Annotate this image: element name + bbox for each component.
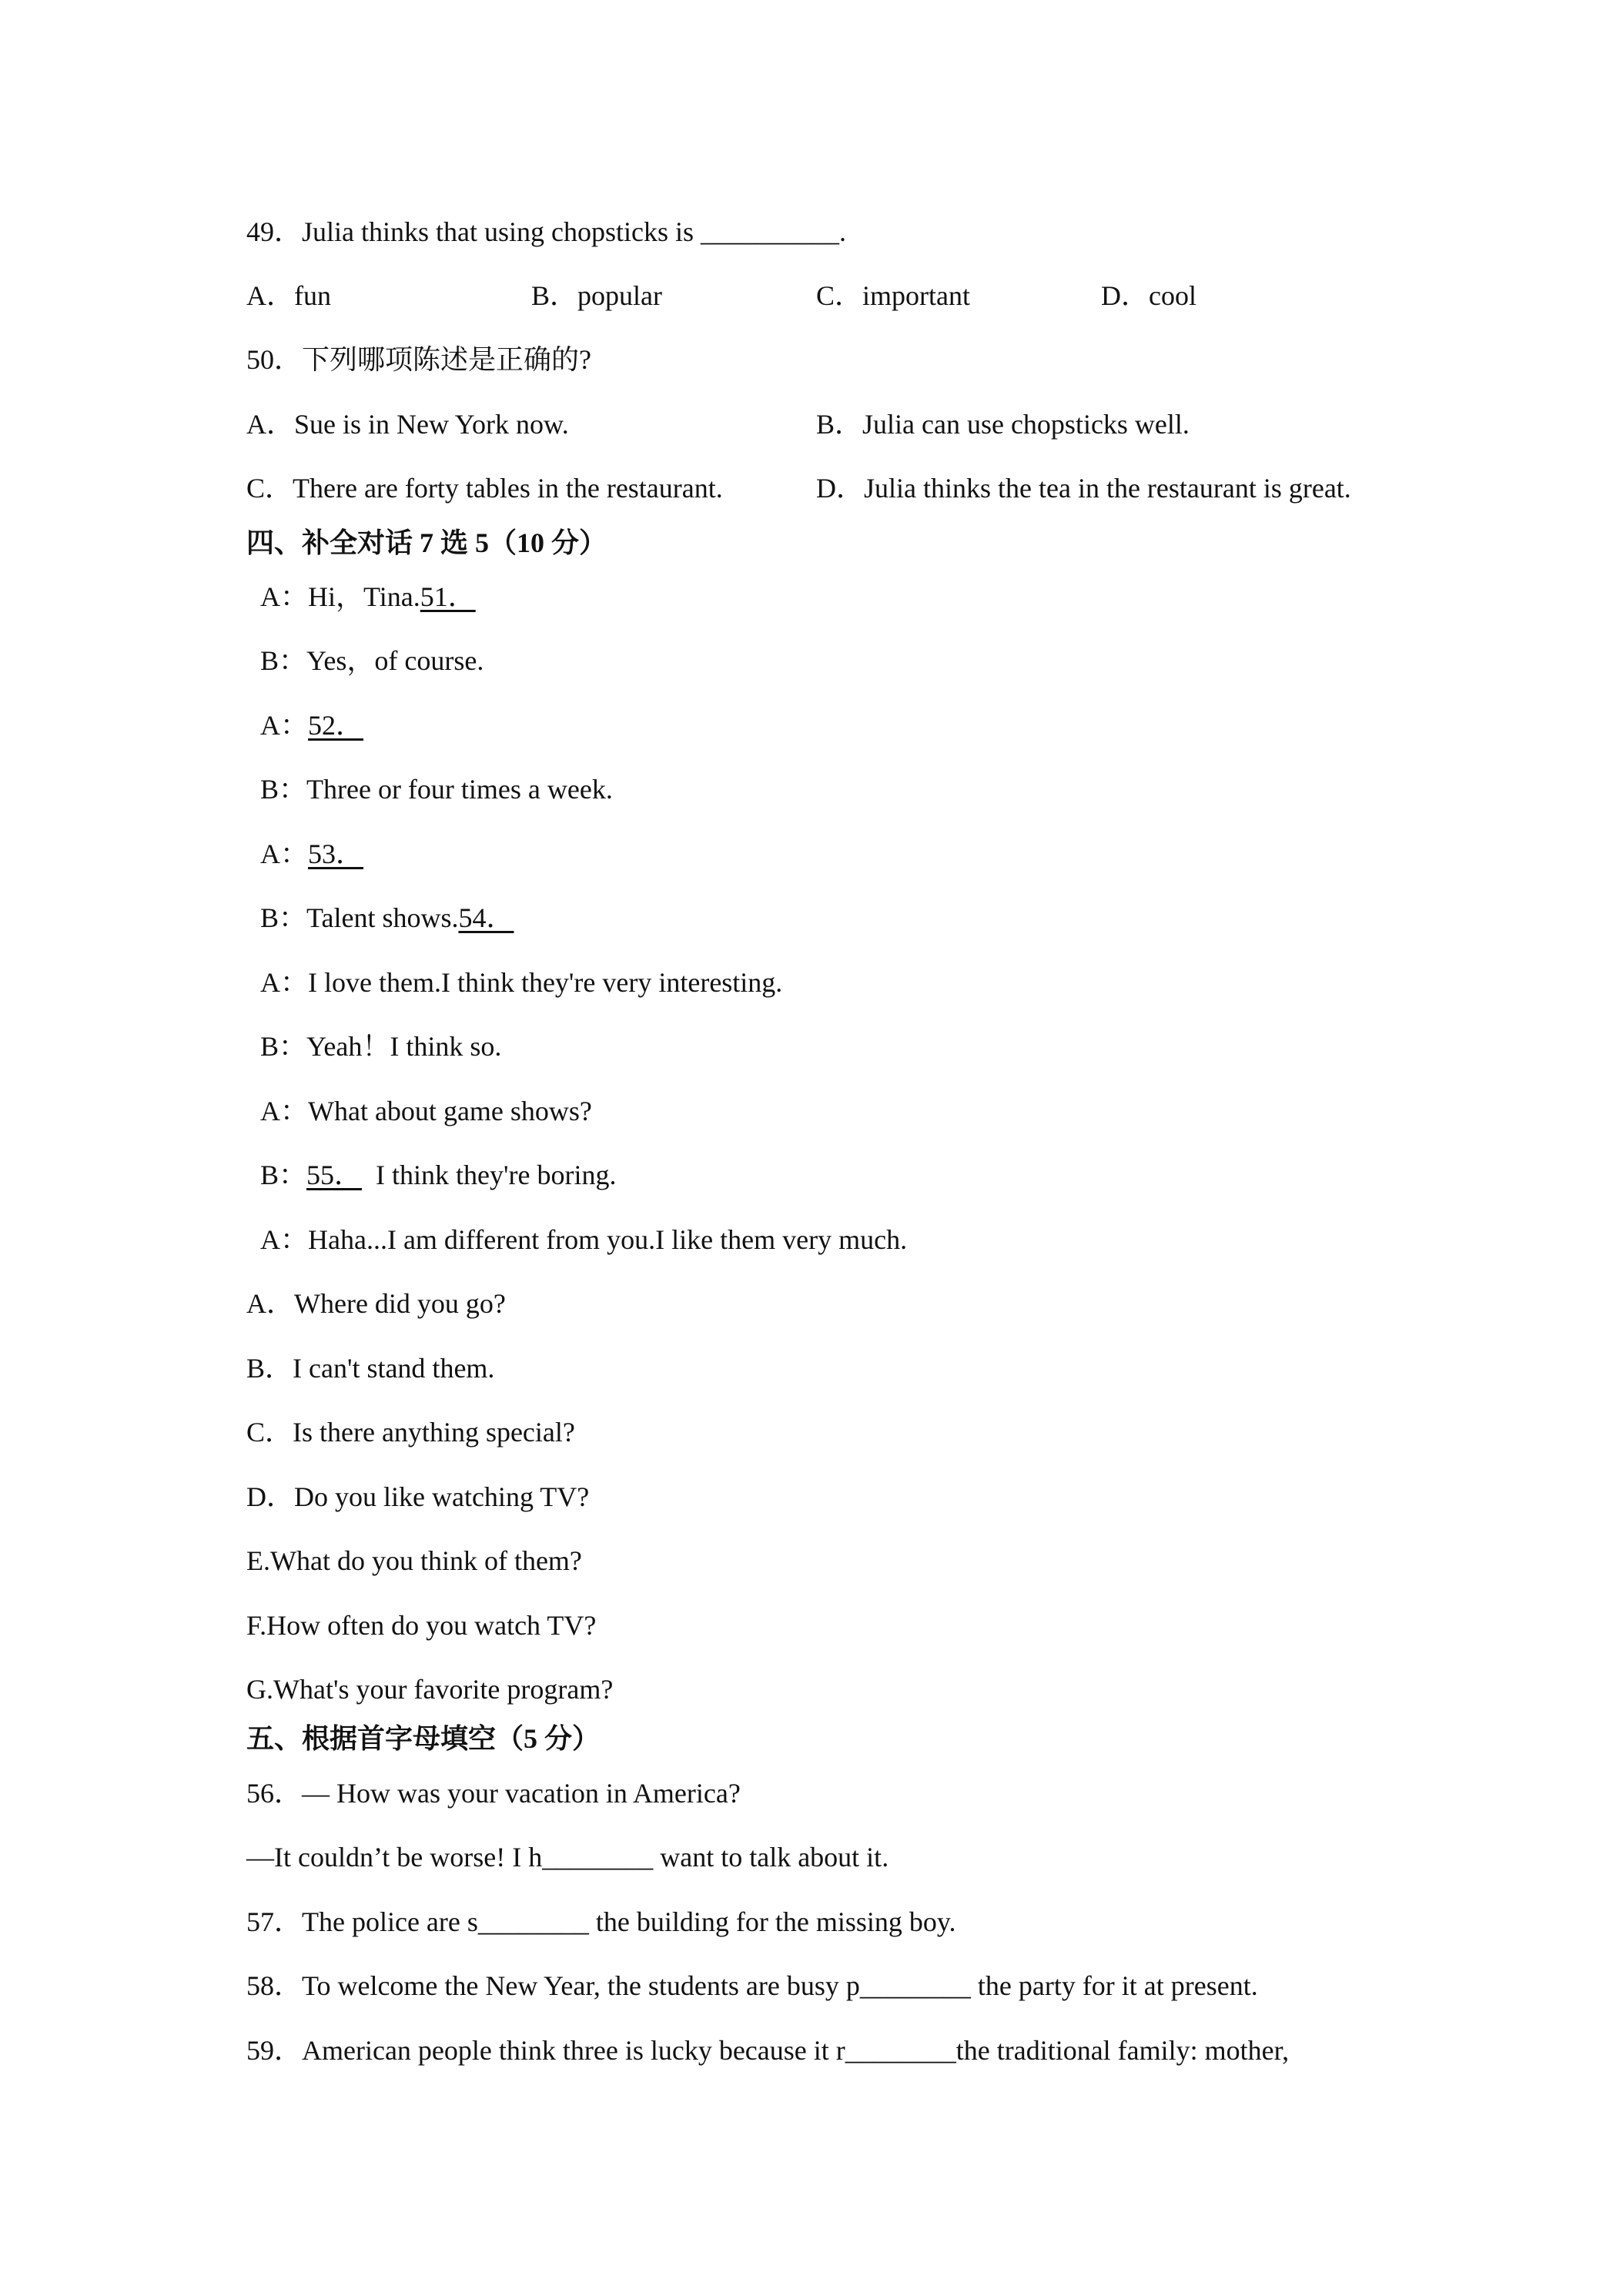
dialogue-line [260, 969, 782, 996]
q50-option-a: A．Sue is in New York now. [246, 409, 569, 440]
section-4-heading: 四、补全对话 7 选 5（10 分） [246, 527, 607, 558]
choice-g: G.What's your favorite program? [246, 1674, 614, 1705]
q50-option-d: D．Julia thinks the tea in the restaurant is great. [816, 473, 1351, 504]
answer-blank: 52． [308, 710, 364, 741]
dialogue-text: B：Yeah！I think so. [260, 1031, 502, 1062]
answer-blank: 55． [306, 1160, 363, 1190]
dialogue-line [260, 1161, 616, 1189]
choice-e: E.What do you think of them? [246, 1545, 582, 1576]
dialogue-line [260, 840, 363, 868]
dialogue-line [260, 711, 363, 739]
dialogue-line [260, 904, 514, 932]
question-50-stem: 50．下列哪项陈述是正确的? [246, 344, 591, 375]
dialogue-line [260, 1097, 592, 1125]
dialogue-line [260, 583, 476, 611]
choice-b: B．I can't stand them. [246, 1353, 495, 1384]
dialogue-text: A：Hi，Tina. [260, 581, 420, 612]
dialogue-text: A：What about game shows? [260, 1096, 592, 1126]
q50-option-c: C．There are forty tables in the restaurant. [246, 473, 723, 504]
question-56-answer-line: —It couldn’t be worse! I h________ want to talk about it. [246, 1842, 889, 1873]
question-56: 56．— How was your vacation in America? [246, 1778, 741, 1809]
question-59: 59．American people think three is lucky because it r________the traditional family: mother, [246, 2035, 1290, 2066]
q49-option-b: B．popular [531, 280, 662, 311]
question-49-stem: 49．Julia thinks that using chopsticks is __________. [246, 216, 846, 247]
answer-blank: 53． [308, 838, 364, 869]
question-57: 57．The police are s________ the building for the missing boy. [246, 1906, 956, 1937]
answer-blank: 51． [420, 581, 476, 612]
dialogue-text: B：Talent shows. [260, 902, 459, 933]
dialogue-line [260, 1226, 907, 1253]
dialogue-text: A： [260, 838, 308, 869]
q49-option-a: A．fun [246, 280, 331, 311]
dialogue-text: A：Haha...I am different from you.I like them very much. [260, 1224, 908, 1255]
q49-option-c: C．important [816, 280, 970, 311]
choice-c: C．Is there anything special? [246, 1417, 575, 1448]
dialogue-text: I think they're boring. [362, 1160, 617, 1190]
choice-d: D．Do you like watching TV? [246, 1481, 590, 1512]
choice-f: F.How often do you watch TV? [246, 1610, 597, 1641]
q49-option-d: D．cool [1101, 280, 1196, 311]
dialogue-text: A： [260, 710, 308, 741]
dialogue-line [260, 647, 484, 674]
answer-blank: 54． [458, 902, 514, 933]
dialogue-line [260, 775, 613, 803]
dialogue-text: B：Three or four times a week. [260, 774, 613, 805]
dialogue-text: B： [260, 1160, 307, 1190]
dialogue-text: B：Yes，of course. [260, 645, 484, 676]
dialogue-text: A：I love them.I think they're very interesting. [260, 967, 783, 998]
dialogue-line [260, 1033, 501, 1060]
question-58: 58．To welcome the New Year, the students are busy p________ the party for it at present. [246, 1970, 1258, 2001]
choice-a: A．Where did you go? [246, 1288, 506, 1319]
section-5-heading: 五、根据首字母填空（5 分） [246, 1723, 601, 1754]
q50-option-b: B．Julia can use chopsticks well. [816, 409, 1190, 440]
